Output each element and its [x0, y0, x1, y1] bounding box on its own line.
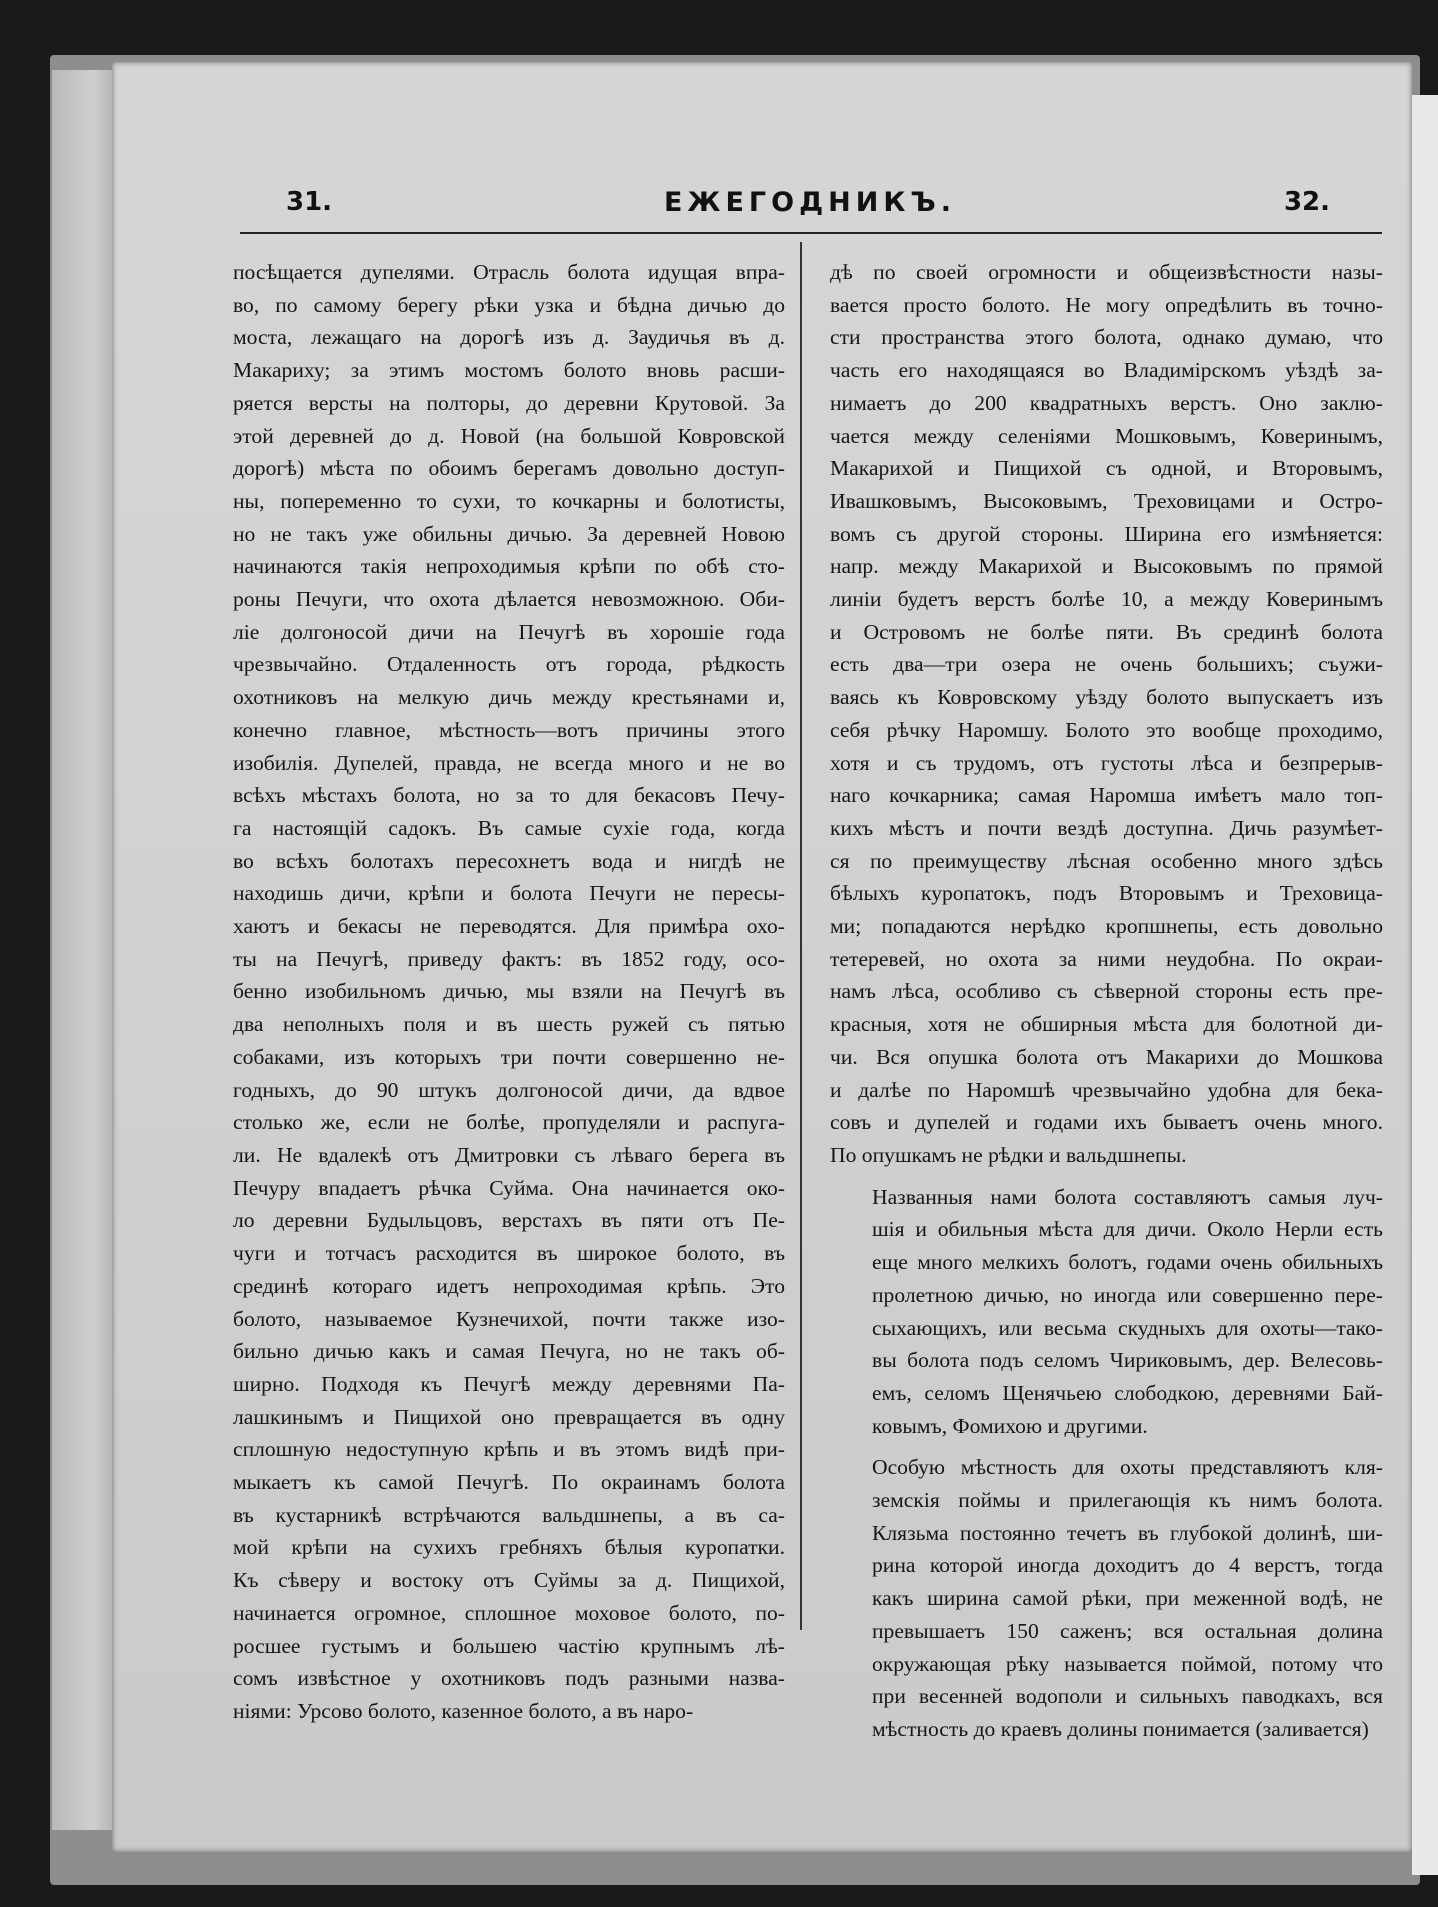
text-line: чи. Вся опушка болота отъ Макарихи до Мошкова — [830, 1044, 1383, 1069]
text-line: ваясь къ Ковровскому уѣзду болото выпускаетъ изъ — [830, 685, 1383, 710]
text-line: хаютъ и бекасы не переводятся. Для примѣра охо- — [233, 914, 785, 939]
text-line: нимаетъ до 200 квадратныхъ верстъ. Оно заклю- — [830, 390, 1383, 415]
text-line: чуги и тотчасъ расходится въ широкое болото, въ — [233, 1241, 785, 1266]
text-line: лашкинымъ и Пищихой оно превращается въ одну — [233, 1404, 785, 1429]
text-line: посѣщается дупелями. Отрасль болота идущая впра- — [233, 260, 785, 284]
running-header — [240, 185, 1380, 235]
text-line: этой деревней до д. Новой (на большой Ковровской — [233, 423, 785, 448]
text-line: Клязьма постоянно течетъ въ глубокой долинѣ, ши- — [872, 1520, 1383, 1545]
text-line: кихъ мѣстъ и почти вездѣ доступна. Дичь разумѣет- — [830, 815, 1383, 840]
right-margin-strip — [1412, 95, 1438, 1875]
right-column-paragraph — [830, 1181, 1383, 1443]
text-line: дѣ по своей огромности и общеизвѣстности назы- — [830, 260, 1383, 284]
text-line: всѣхъ мѣстахъ болота, но за то для бекасовъ Печу- — [233, 783, 785, 808]
text-line: вомъ съ другой стороны. Ширина его измѣняется: — [830, 521, 1383, 546]
text-line: красныя, хотя не обширныя мѣста для болотной ди- — [830, 1012, 1383, 1037]
text-line: начинаются такія непроходимыя крѣпи по обѣ сто- — [233, 554, 785, 579]
text-line: при весенней водополи и сильныхъ паводкахъ, вся — [872, 1684, 1383, 1709]
text-line: сплошную недоступную крѣпь и въ этомъ видѣ при- — [233, 1437, 785, 1462]
text-line: начинается огромное, сплошное моховое болото, по- — [233, 1600, 785, 1625]
text-line: и далѣе по Наромшѣ чрезвычайно удобна для бека- — [830, 1077, 1383, 1102]
text-line: изобилія. Дупелей, правда, не всегда много и не во — [233, 750, 785, 775]
text-line: ны, попеременно то сухи, то кочкарны и болотисты, — [233, 488, 785, 513]
text-line: въ кустарникѣ встрѣчаются вальдшнепы, а въ са- — [233, 1502, 785, 1527]
text-line: Особую мѣстность для охоты представляютъ кля- — [872, 1455, 1383, 1480]
text-line: линіи будетъ верстъ болѣе 10, а между Коверинымъ — [830, 587, 1383, 612]
text-line: какъ ширина самой рѣки, при меженной водѣ, не — [872, 1586, 1383, 1611]
text-line: конечно главное, мѣстность—вотъ причины этого — [233, 717, 785, 742]
text-line: столько же, если не болѣе, пропуделяли и распуга- — [233, 1110, 785, 1135]
text-line: чается между селеніями Мошковымъ, Коверинымъ, — [830, 423, 1383, 448]
text-line: намъ лѣса, особливо съ сѣверной стороны есть пре- — [830, 979, 1383, 1004]
text-line: окружающая рѣку называется поймой, потому что — [872, 1651, 1383, 1676]
text-line: пролетною дичью, но иногда или совершенно пере- — [872, 1282, 1383, 1307]
text-line: бѣлыхъ куропатокъ, подъ Второвымъ и Треховица- — [830, 881, 1383, 906]
text-line: росшее густымъ и большею частію крупнымъ лѣ- — [233, 1633, 785, 1658]
text-line: сыхающихъ, или весьма скудныхъ для охоты—тако- — [872, 1315, 1383, 1340]
text-line: тетеревей, но охота за ними неудобна. По окраи- — [830, 946, 1383, 971]
text-line: рина которой иногда доходитъ до 4 верстъ, тогда — [872, 1553, 1383, 1578]
text-line: ли. Не вдалекѣ отъ Дмитровки съ лѣваго берега въ — [233, 1142, 785, 1167]
column-divider — [800, 242, 802, 1630]
text-line: ряется версты на полторы, до деревни Крутовой. За — [233, 390, 785, 415]
text-line: сомъ извѣстное у охотниковъ подъ разными назва- — [233, 1666, 785, 1691]
text-line: два неполныхъ поля и въ шесть ружей съ пятью — [233, 1012, 785, 1037]
text-line: себя рѣчку Наромшу. Болото это вообще проходимо, — [830, 717, 1383, 742]
text-line: ло деревни Будыльцовъ, верстахъ въ пяти отъ Пе- — [233, 1208, 785, 1233]
text-line: но не такъ уже обильны дичью. За деревней Новою — [233, 521, 785, 546]
text-line: Названныя нами болота составляютъ самыя луч- — [872, 1184, 1383, 1209]
text-line: мыкаетъ къ самой Печугѣ. По окраинамъ болота — [233, 1470, 785, 1495]
text-line: ніями: Урсово болото, казенное болото, а въ наро- — [233, 1698, 694, 1723]
text-line: хотя и съ трудомъ, отъ густоты лѣса и безпрерыв- — [830, 750, 1383, 775]
text-line: ширно. Подходя къ Печугѣ между деревнями Па- — [233, 1371, 785, 1396]
text-line: бильно дичью какъ и самая Печуга, но не такъ об- — [233, 1339, 785, 1364]
text-line: мой крѣпи на сухихъ гребняхъ бѣлыя куропатки. — [233, 1535, 785, 1560]
text-line: Макариху; за этимъ мостомъ болото вновь расши- — [233, 358, 785, 383]
left-column-paragraph — [233, 256, 785, 1728]
text-line: превышаетъ 150 саженъ; вся остальная долина — [872, 1618, 1383, 1643]
text-line: чрезвычайно. Отдаленность отъ города, рѣдкость — [233, 652, 785, 677]
left-page-number: 31. — [286, 187, 333, 217]
text-line: годныхъ, до 90 штукъ долгоносой дичи, да вдвое — [233, 1077, 785, 1102]
text-line: ся по преимуществу лѣсная особенно много здѣсь — [830, 848, 1383, 873]
text-line: вается просто болото. Не могу опредѣлить въ точно- — [830, 292, 1383, 317]
right-column-paragraph — [830, 256, 1383, 1172]
text-line: охотниковъ на мелкую дичь между крестьянами и, — [233, 685, 785, 710]
text-line: еще много мелкихъ болотъ, годами очень обильныхъ — [872, 1250, 1383, 1275]
text-line: бенно изобильномъ дичью, мы взяли на Печугѣ въ — [233, 979, 785, 1004]
text-line: ліе долгоносой дичи на Печугѣ въ хорошіе года — [233, 619, 785, 644]
header-rule — [240, 232, 1382, 234]
text-line: срединѣ котораго идетъ непроходимая крѣпь. Это — [233, 1273, 785, 1298]
text-line: дорогѣ) мѣста по обоимъ берегамъ довольно доступ- — [233, 456, 785, 481]
text-line: земскія поймы и прилегающія къ нимъ болота. — [872, 1488, 1383, 1513]
text-line: га настоящій садокъ. Въ самые сухіе года, когда — [233, 815, 785, 840]
right-page-number: 32. — [1283, 187, 1330, 217]
text-line: ты на Печугѣ, приведу фактъ: въ 1852 году, осо- — [233, 946, 785, 971]
text-line: сти пространства этого болота, однако думаю, что — [830, 325, 1383, 350]
text-line: болото, называемое Кузнечихой, почти также изо- — [233, 1306, 785, 1331]
text-line: ковымъ, Фомихою и другими. — [872, 1413, 1148, 1438]
text-line: вы болота подъ селомъ Чириковымъ, дер. Велесовь- — [872, 1348, 1383, 1373]
text-line: емъ, селомъ Щенячьею слободкою, деревнями Бай- — [872, 1380, 1383, 1405]
text-line: Макарихой и Пищихой съ одной, и Второвымъ, — [830, 456, 1383, 481]
running-title: ЕЖЕГОДНИКЪ. — [663, 187, 957, 218]
text-line: шія и обильныя мѣста для дичи. Около Нерли есть — [872, 1217, 1383, 1242]
text-line: и Островомъ не болѣе пяти. Въ срединѣ болота — [830, 619, 1383, 644]
text-line: собаками, изъ которыхъ три почти совершенно не- — [233, 1044, 785, 1069]
text-line: Печуру впадаетъ рѣчка Суйма. Она начинается око- — [233, 1175, 785, 1200]
text-line: ми; попадаются нерѣдко кропшнепы, есть довольно — [830, 914, 1383, 939]
right-text-column — [830, 256, 1383, 1746]
text-line: напр. между Макарихой и Высоковымъ по прямой — [830, 554, 1383, 579]
text-line: мѣстность до краевъ долины понимается (заливается) — [872, 1716, 1369, 1741]
text-line: Къ сѣверу и востоку отъ Суймы за д. Пищихой, — [233, 1568, 785, 1593]
text-line: совъ и дупелей и годами ихъ бываетъ очень много. — [830, 1110, 1383, 1135]
right-column-paragraph — [830, 1451, 1383, 1745]
text-line: наго кочкарника; самая Наромша имѣетъ мало топ- — [830, 783, 1383, 808]
text-line: роны Печуги, что охота дѣлается невозможною. Оби- — [233, 587, 785, 612]
text-line: По опушкамъ не рѣдки и вальдшнепы. — [830, 1142, 1187, 1167]
text-line: есть два—три озера не очень большихъ; съужи- — [830, 652, 1383, 677]
text-line: Ивашковымъ, Высоковымъ, Треховицами и Остро- — [830, 488, 1383, 513]
text-line: во, по самому берегу рѣки узка и бѣдна дичью до — [233, 292, 785, 317]
text-line: находишь дичи, крѣпи и болота Печуги не пересы- — [233, 881, 785, 906]
left-text-column — [233, 256, 785, 1728]
text-line: часть его находящаяся во Владимірскомъ уѣздѣ за- — [830, 358, 1383, 383]
text-line: во всѣхъ болотахъ пересохнетъ вода и нигдѣ не — [233, 848, 785, 873]
text-line: моста, лежащаго на дорогѣ изъ д. Заудичья въ д. — [233, 325, 785, 350]
